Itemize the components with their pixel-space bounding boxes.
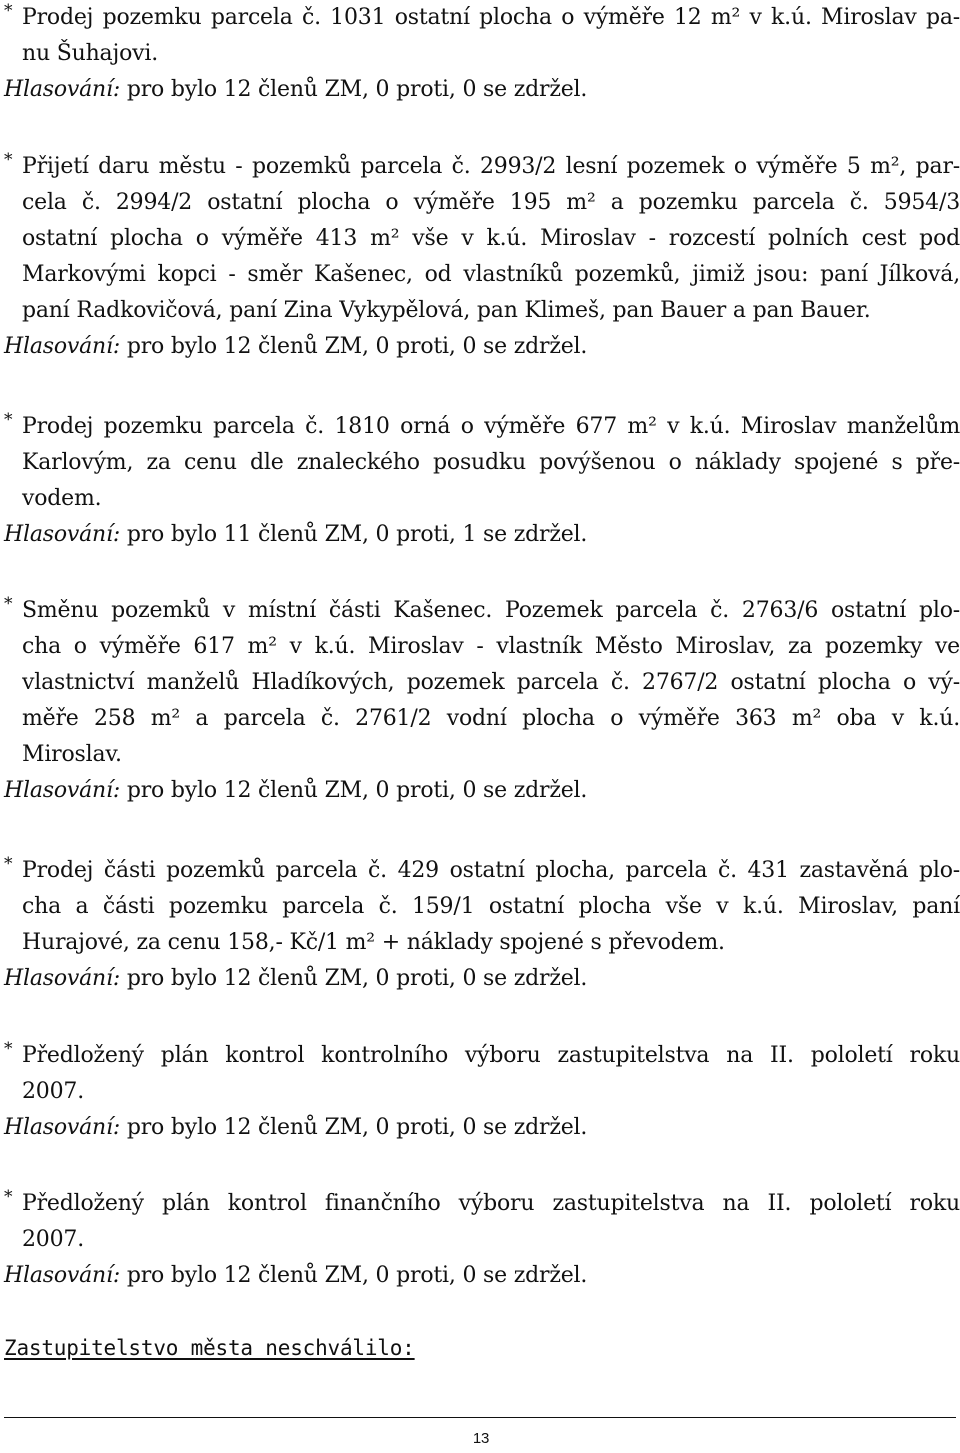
vote-line <box>0 72 960 108</box>
vote-result: pro bylo 12 členů ZM, 0 proti, 0 se zdržel. <box>126 1115 588 1140</box>
text-line: Předložený plán kontrol kontrolního výboru zastupitelstva na II. pololetí roku <box>22 1043 960 1068</box>
vote-label: Hlasování: <box>4 1115 121 1140</box>
vote-result: pro bylo 12 členů ZM, 0 proti, 0 se zdržel. <box>126 778 588 803</box>
resolution-item-7 <box>0 1186 960 1294</box>
resolution-text <box>0 1186 960 1258</box>
bullet-asterisk: * <box>4 1039 13 1059</box>
section-heading: Zastupitelstvo města neschválilo: <box>4 1336 415 1360</box>
text-line: paní Radkovičová, paní Zina Vykypělová, pan Klimeš, pan Bauer a pan Bauer. <box>22 298 871 323</box>
text-line: Směnu pozemků v místní části Kašenec. Pozemek parcela č. 2763/6 ostatní plo- <box>22 598 960 623</box>
vote-label: Hlasování: <box>4 966 121 991</box>
resolution-item-5 <box>0 853 960 997</box>
text-line: 2007. <box>22 1227 84 1252</box>
text-line: Karlovým, za cenu dle znaleckého posudku povýšenou o náklady spojené s pře- <box>22 450 960 475</box>
resolution-text <box>0 853 960 961</box>
vote-label: Hlasování: <box>4 77 121 102</box>
vote-label: Hlasování: <box>4 778 121 803</box>
vote-line <box>0 1258 960 1294</box>
text-line: nu Šuhajovi. <box>22 41 158 66</box>
bullet-asterisk: * <box>4 594 13 614</box>
text-line: ostatní plocha o výměře 413 m² vše v k.ú. Miroslav - rozcestí polních cest pod <box>22 226 960 251</box>
vote-line <box>0 773 960 809</box>
vote-result: pro bylo 12 členů ZM, 0 proti, 0 se zdržel. <box>126 966 588 991</box>
text-line: cela č. 2994/2 ostatní plocha o výměře 195 m² a pozemku parcela č. 5954/3 <box>22 190 960 215</box>
text-line: Prodej pozemku parcela č. 1810 orná o výměře 677 m² v k.ú. Miroslav manželům <box>22 414 960 439</box>
text-line: Miroslav. <box>22 742 122 767</box>
text-line: Markovými kopci - směr Kašenec, od vlastníků pozemků, jimiž jsou: paní Jílková, <box>22 262 960 287</box>
text-line: Přijetí daru městu - pozemků parcela č. 2993/2 lesní pozemek o výměře 5 m², par- <box>22 154 960 179</box>
bullet-asterisk: * <box>4 854 13 874</box>
vote-line <box>0 961 960 997</box>
text-line: 2007. <box>22 1079 84 1104</box>
vote-result: pro bylo 12 členů ZM, 0 proti, 0 se zdržel. <box>126 77 588 102</box>
resolution-item-2 <box>0 149 960 365</box>
resolution-text <box>0 149 960 329</box>
text-line: měře 258 m² a parcela č. 2761/2 vodní plocha o výměře 363 m² oba v k.ú. <box>22 706 960 731</box>
bullet-asterisk: * <box>4 410 13 430</box>
resolution-text <box>0 0 960 72</box>
text-line: Předložený plán kontrol finančního výboru zastupitelstva na II. pololetí roku <box>22 1191 960 1216</box>
text-line: vodem. <box>22 486 102 511</box>
resolution-text <box>0 1038 960 1110</box>
vote-label: Hlasování: <box>4 1263 121 1288</box>
text-line: Prodej pozemku parcela č. 1031 ostatní plocha o výměře 12 m² v k.ú. Miroslav pa- <box>22 5 960 30</box>
page-number: 13 <box>472 1430 490 1447</box>
resolution-text <box>0 593 960 773</box>
vote-result: pro bylo 12 členů ZM, 0 proti, 0 se zdržel. <box>126 334 588 359</box>
vote-result: pro bylo 11 členů ZM, 0 proti, 1 se zdržel. <box>126 522 588 547</box>
text-line: cha a části pozemku parcela č. 159/1 ostatní plocha vše v k.ú. Miroslav, paní <box>22 894 960 919</box>
bullet-asterisk: * <box>4 1 13 21</box>
resolution-item-1 <box>0 0 960 108</box>
text-line: cha o výměře 617 m² v k.ú. Miroslav - vlastník Město Miroslav, za pozemky ve <box>22 634 960 659</box>
text-line: Hurajové, za cenu 158,- Kč/1 m² + náklady spojené s převodem. <box>22 930 725 955</box>
bullet-asterisk: * <box>4 150 13 170</box>
resolution-text <box>0 409 960 517</box>
vote-line <box>0 1110 960 1146</box>
resolution-item-3 <box>0 409 960 553</box>
resolution-item-4 <box>0 593 960 809</box>
bullet-asterisk: * <box>4 1187 13 1207</box>
text-line: vlastnictví manželů Hladíkových, pozemek parcela č. 2767/2 ostatní plocha o vý- <box>22 670 960 695</box>
vote-line <box>0 517 960 553</box>
vote-label: Hlasování: <box>4 334 121 359</box>
resolution-item-6 <box>0 1038 960 1146</box>
text-line: Prodej části pozemků parcela č. 429 ostatní plocha, parcela č. 431 zastavěná plo- <box>22 858 960 883</box>
vote-line <box>0 329 960 365</box>
vote-label: Hlasování: <box>4 522 121 547</box>
footer-divider <box>4 1417 956 1418</box>
vote-result: pro bylo 12 členů ZM, 0 proti, 0 se zdržel. <box>126 1263 588 1288</box>
